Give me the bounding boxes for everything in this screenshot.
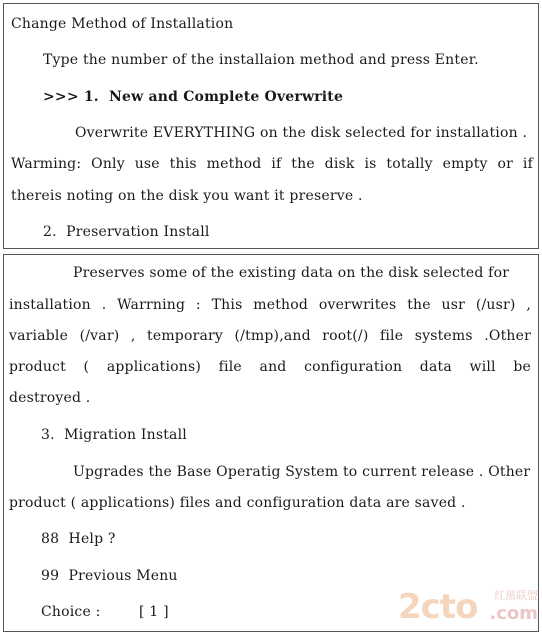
previous-menu-label: Previous Menu bbox=[68, 568, 178, 584]
option-1-marker: >>> 1. bbox=[43, 89, 99, 105]
option-2-label: Preservation Install bbox=[66, 224, 210, 240]
option-2-item[interactable] bbox=[43, 224, 210, 240]
menu-title: Change Method of Installation bbox=[11, 16, 234, 32]
option-1-desc-line-1: Overwrite EVERYTHING on the disk selected for installation . bbox=[75, 125, 528, 141]
choice-prompt: Choice : bbox=[41, 604, 101, 620]
option-2-desc-line-3: variable (/var) , temporary (/tmp),and root(/) file systems .Other bbox=[9, 328, 531, 344]
choice-input[interactable]: [ 1 ] bbox=[139, 604, 169, 620]
watermark-chinese: 红黑联盟 bbox=[494, 589, 538, 602]
option-2-desc-line-5: destroyed . bbox=[9, 390, 91, 406]
previous-menu-item[interactable] bbox=[41, 568, 178, 584]
option-2-desc-line-4: product ( applications) file and configuration data will be bbox=[9, 359, 531, 375]
option-1-desc-line-3: thereis noting on the disk you want it preserve . bbox=[11, 188, 363, 204]
help-label: Help ? bbox=[68, 531, 116, 547]
menu-instruction: Type the number of the installaion method and press Enter. bbox=[43, 52, 479, 68]
option-2-desc-line-1: Preserves some of the existing data on the disk selected for bbox=[73, 265, 510, 281]
option-1-label: New and Complete Overwrite bbox=[109, 89, 344, 105]
option-1-item[interactable] bbox=[43, 89, 343, 105]
option-2-number: 2. bbox=[43, 224, 57, 240]
previous-menu-number: 99 bbox=[41, 568, 60, 584]
option-2-desc-line-2: installation . Warrning : This method overwrites the usr (/usr) , bbox=[9, 297, 531, 313]
help-number: 88 bbox=[41, 531, 60, 547]
option-3-label: Migration Install bbox=[64, 427, 187, 443]
option-3-desc-line-2: product ( applications) files and configuration data are saved . bbox=[9, 495, 466, 511]
watermark-domain: .com bbox=[489, 603, 538, 624]
watermark-logo: 2cto bbox=[398, 587, 478, 627]
site-watermark bbox=[398, 587, 538, 627]
help-item[interactable] bbox=[41, 531, 116, 547]
option-1-desc-line-2: Warming: Only use this method if the disk is totally empty or if bbox=[11, 156, 533, 172]
option-3-number: 3. bbox=[41, 427, 55, 443]
option-3-desc-line-1: Upgrades the Base Operatig System to current release . Other bbox=[73, 464, 531, 480]
option-3-item[interactable] bbox=[41, 427, 187, 443]
